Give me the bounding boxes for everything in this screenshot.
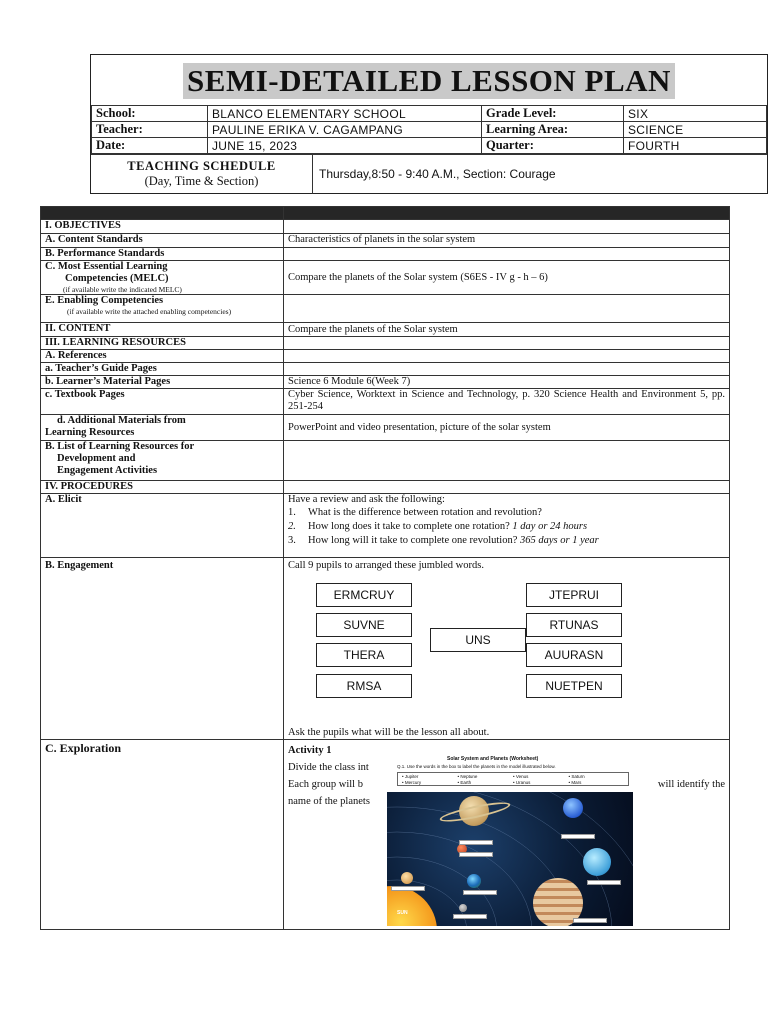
table-row [41,481,730,494]
mercury-icon [459,904,467,912]
venus-icon [401,872,413,884]
melc-label [41,261,284,295]
learners-material-label: b. Learner’s Material Pages [41,376,284,389]
schedule-value: Thursday,8:50 - 9:40 A.M., Section: Courage [319,167,556,181]
enabling-label [41,295,284,323]
answer-text: 365 days or 1 year [520,535,599,546]
solar-system-worksheet-image [387,754,633,926]
enabling-note: (if available write the attached enabling competencies) [67,307,232,316]
engagement-label: B. Engagement [41,558,284,740]
question-text: How long will it take to complete one revolution? [308,535,518,546]
word-box-item: • Mars [568,779,582,785]
elicit-intro: Have a review and ask the following: [288,494,445,505]
enabling-label-line: E. Enabling Competencies [45,295,164,306]
additional-label-line1: d. Additional Materials from [57,415,186,426]
melc-label-line1: C. Most Essential Learning [45,261,168,272]
jumbled-word: JTEPRUI [526,583,622,607]
table-header-row [41,207,730,220]
label-blank [561,834,595,839]
answer-text: 1 day or 24 hours [512,521,588,532]
jumbled-word: ERMCRUY [316,583,412,607]
content-standards-value: Characteristics of planets in the solar system [284,234,730,248]
label-blank [391,886,425,891]
page-title: SEMI-DETAILED LESSON PLAN [183,63,675,99]
label-blank [587,880,621,885]
exploration-text-2a: Each group will b [288,779,363,790]
table-row [41,337,730,350]
exploration-text-3: name of the planets [288,796,370,807]
jumbled-word: AUURASN [526,643,622,667]
question-number: 3. [288,535,296,546]
word-box-item: • Mercury [402,779,422,785]
quarter-value: FOURTH [624,138,767,154]
date-value: JUNE 15, 2023 [208,138,482,154]
table-row [41,494,730,558]
teachers-guide-label: a. Teacher’s Guide Pages [41,363,284,376]
exploration-text-1: Divide the class int [288,762,369,773]
content-value: Compare the planets of the Solar system [284,323,730,337]
quarter-label: Quarter: [482,138,624,154]
learners-material-value: Science 6 Module 6(Week 7) [284,376,730,389]
worksheet-header [387,754,633,792]
teacher-value: PAULINE ERIKA V. CAGAMPANG [208,122,482,138]
solar-system-illustration [387,792,633,926]
uranus-icon [583,848,611,876]
table-row [41,220,730,234]
word-box-item: • Jupiter [402,774,419,779]
performance-standards-label: B. Performance Standards [41,248,284,261]
engagement-content [284,558,730,740]
table-row [41,323,730,337]
references-label: A. References [41,350,284,363]
additional-materials-label [41,415,284,441]
table-row [41,363,730,376]
table-row [41,389,730,415]
teacher-label: Teacher: [92,122,208,138]
exploration-text-2b: will identify the [657,779,725,790]
content-standards-label: A. Content Standards [41,234,284,248]
list-label-line2: Development and [57,453,136,464]
info-table [91,105,767,154]
table-row [41,261,730,295]
list-resources-label [41,441,284,481]
table-row [41,441,730,481]
earth-icon [467,874,481,888]
school-value: BLANCO ELEMENTARY SCHOOL [208,106,482,122]
school-label: School: [92,106,208,122]
jumbled-word: NUETPEN [526,674,622,698]
jumbled-word: THERA [316,643,412,667]
elicit-content [284,494,730,558]
procedures-heading: IV. PROCEDURES [41,481,284,494]
elicit-questions [288,506,725,548]
melc-label-line2: Competencies (MELC) [65,273,169,284]
neptune-icon [563,798,583,818]
additional-label-line2: Learning Resources [45,427,135,438]
additional-materials-value: PowerPoint and video presentation, picture of the solar system [284,415,730,441]
jumbled-word: UNS [430,628,526,652]
worksheet-word-box [397,772,629,786]
area-value: SCIENCE [624,122,767,138]
question-number: 1. [288,507,296,518]
learning-resources-heading: III. LEARNING RESOURCES [41,337,284,350]
date-label: Date: [92,138,208,154]
schedule-subtitle: (Day, Time & Section) [144,174,259,188]
schedule-label [91,155,313,194]
objectives-heading: I. OBJECTIVES [41,220,284,234]
table-row [41,558,730,740]
grade-label: Grade Level: [482,106,624,122]
jumbled-word: SUVNE [316,613,412,637]
worksheet-instruction: Q.1. Use the words in the box to label the planets in the model illustrated below. [397,764,556,769]
area-label: Learning Area: [482,122,624,138]
label-blank [453,914,487,919]
engagement-outro: Ask the pupils what will be the lesson all about. [288,727,490,738]
jumbled-word: RTUNAS [526,613,622,637]
question-number: 2. [288,521,296,532]
elicit-label: A. Elicit [41,494,284,558]
table-row [41,415,730,441]
label-blank [463,890,497,895]
label-blank [459,852,493,857]
table-row [41,295,730,323]
table-row [41,350,730,363]
melc-note: (if available write the indicated MELC) [63,285,182,294]
textbook-value: Cyber Science, Worktext in Science and Technology, p. 320 Science Health and Environment 5, pp. 251-254 [284,389,730,415]
list-label-line3: Engagement Activities [57,465,158,476]
sun-label: SUN [397,910,408,916]
list-item [288,520,725,534]
jumbled-word: RMSA [316,674,412,698]
table-row [41,248,730,261]
word-box-item: • Venus [513,774,529,779]
list-label-line1: B. List of Learning Resources for [45,441,195,452]
grade-value: SIX [624,106,767,122]
worksheet-title: Solar System and Planets (Worksheet) [447,756,539,762]
engagement-intro: Call 9 pupils to arranged these jumbled words. [288,560,484,571]
jumbled-words-area [288,572,725,727]
table-row [41,376,730,389]
word-box-item: • Saturn [568,774,585,779]
question-text: What is the difference between rotation and revolution? [308,507,542,518]
textbook-label: c. Textbook Pages [41,389,284,415]
activity-title: Activity 1 [288,745,332,756]
word-box-item: • Earth [457,779,472,785]
word-box-item: • Uranus [513,779,531,785]
melc-value: Compare the planets of the Solar system (S6ES - IV g - h – 6) [284,261,730,295]
exploration-label: C. Exploration [41,740,284,930]
lesson-plan-header [90,54,768,194]
schedule-title: TEACHING SCHEDULE [127,159,276,173]
label-blank [573,918,607,923]
schedule-row [91,154,767,193]
list-item [288,534,725,548]
content-heading: II. CONTENT [41,323,284,337]
word-box-item: • Neptune [457,774,478,779]
list-item [288,506,725,520]
table-row [41,234,730,248]
label-blank [459,840,493,845]
question-text: How long does it take to complete one rotation? [308,521,510,532]
